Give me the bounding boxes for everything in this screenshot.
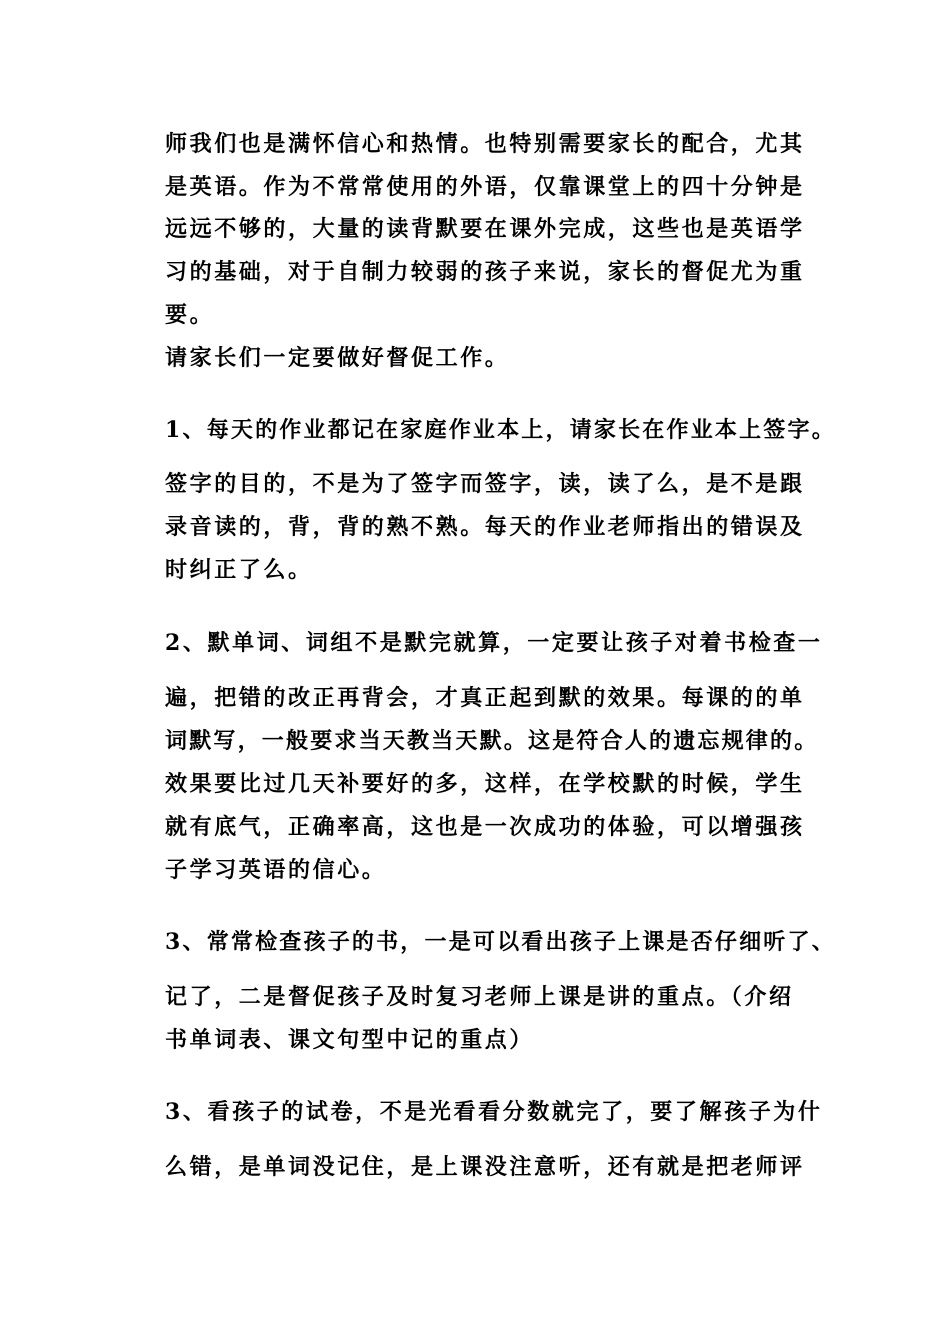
- text-line: 请家长们一定要做好督促工作。: [165, 345, 510, 371]
- text-line: 遍，把错的改正再背会，才真正起到默的效果。每课的的单: [165, 685, 805, 711]
- list-item-heading: 3、常常检查孩子的书，一是可以看出孩子上课是否仔细听了、: [165, 929, 836, 955]
- list-item-heading: 2、默单词、词组不是默完就算，一定要让孩子对着书检查一: [165, 630, 823, 656]
- text-line: 子学习英语的信心。: [165, 857, 387, 883]
- text-line: 习的基础，对于自制力较弱的孩子来说，家长的督促尤为重: [165, 259, 805, 285]
- text-line: 效果要比过几天补要好的多，这样，在学校默的时候，学生: [165, 771, 805, 797]
- text-line: 记了，二是督促孩子及时复习老师上课是讲的重点。（介绍: [165, 984, 794, 1010]
- list-item-heading: 3、看孩子的试卷，不是光看看分数就完了，要了解孩子为什: [165, 1099, 823, 1125]
- text-line: 签字的目的，不是为了签字而签字，读，读了么，是不是跟: [165, 471, 805, 497]
- text-line: 词默写，一般要求当天教当天默。这是符合人的遗忘规律的。: [165, 728, 819, 754]
- text-line: 书单词表、课文句型中记的重点）: [165, 1027, 535, 1053]
- text-line: 录音读的，背，背的熟不熟。每天的作业老师指出的错误及: [165, 514, 805, 540]
- text-line: 时纠正了么。: [165, 557, 313, 583]
- text-line: 师我们也是满怀信心和热情。也特别需要家长的配合，尤其: [165, 131, 805, 157]
- text-line: 就有底气，正确率高，这也是一次成功的体验，可以增强孩: [165, 814, 805, 840]
- text-line: 么错，是单词没记住，是上课没注意听，还有就是把老师评: [165, 1154, 805, 1180]
- text-line: 远远不够的，大量的读背默要在课外完成，这些也是英语学: [165, 216, 805, 242]
- text-line: 要。: [165, 302, 215, 328]
- list-item-heading: 1、每天的作业都记在家庭作业本上，请家长在作业本上签字。: [165, 417, 836, 443]
- text-line: 是英语。作为不常常使用的外语，仅靠课堂上的四十分钟是: [165, 174, 805, 200]
